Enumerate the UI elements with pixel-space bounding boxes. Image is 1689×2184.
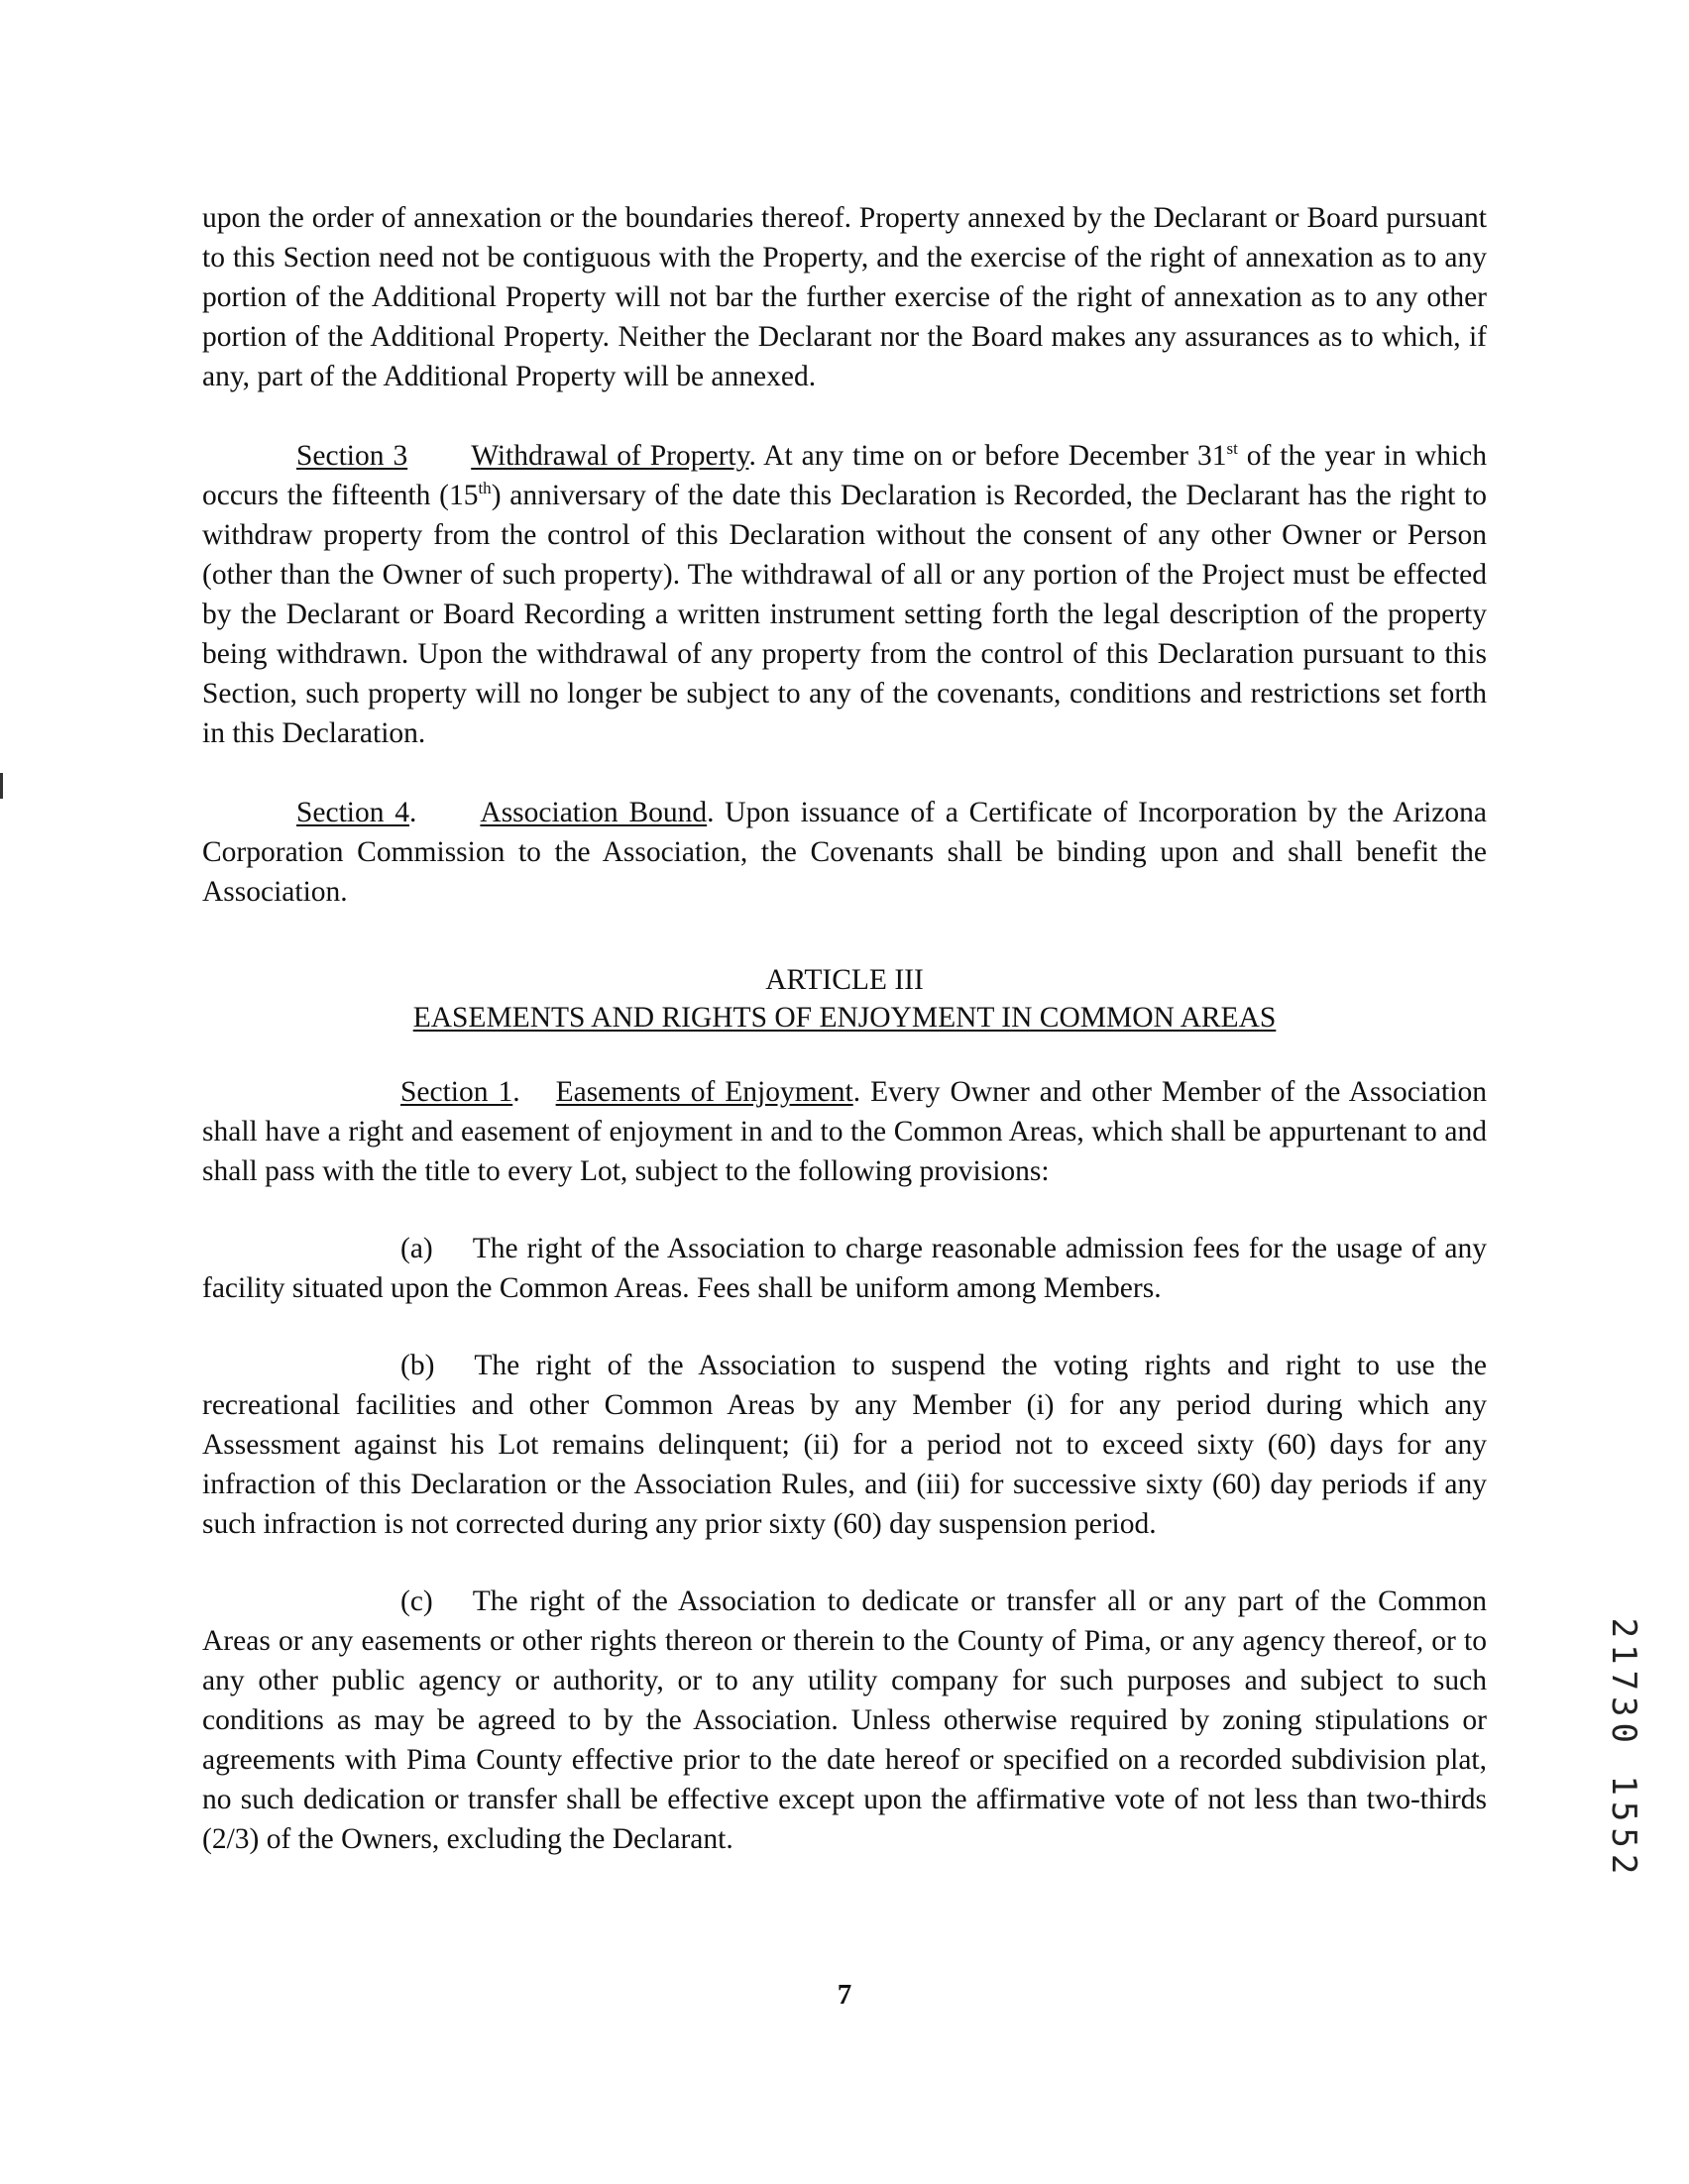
provision-c-label: (c) <box>400 1585 433 1617</box>
provision-c: (c) The right of the Association to dedicate or transfer all or any part of the Common Areas or any easements or other rights thereon or therein to the County of Pima, or any agency thereof, or to any other public agency or authority, or to any utility company for such purposes and subject to such conditions as may be agreed to by the Association. Unless otherwise required by zoning stipulations or agreements with Pima County effective prior to the date hereof or specified on a recorded subdivision plat, no such dedication or transfer shall be effective except upon the affirmative vote of not less than two-thirds (2/3) of the Owners, excluding the Declarant. <box>202 1585 1487 1855</box>
recording-stamp-text: 21730 1552 <box>1604 1617 1643 1881</box>
section-4-title: Association Bound <box>480 797 708 828</box>
section-3-label: Section 3 <box>296 440 408 472</box>
article-heading <box>202 961 1487 1037</box>
article-number: ARTICLE III <box>765 964 924 996</box>
recording-stamp <box>1604 1590 1643 1908</box>
page-number: 7 <box>837 1979 852 2011</box>
provision-b-label: (b) <box>400 1350 435 1381</box>
article-3-section-1-title: Easements of Enjoyment <box>555 1076 853 1108</box>
intro-paragraph: upon the order of annexation or the boundaries thereof. Property annexed by the Declarant or Board pursuant to this Section need not be contiguous with the Property, and the exercise of the right of annexation as to any portion of the Additional Property will not bar the further exercise of the right of annexation as to any other portion of the Additional Property. Neither the Declarant nor the Board makes any assurances as to which, if any, part of the Additional Property will be annexed. <box>202 202 1487 392</box>
section-3-paragraph: Section 3 Withdrawal of Property. At any time on or before December 31st of the year in which occurs the fifteenth (15th) anniversary of the date this Declaration is Recorded, the Declarant has the right to withdraw property from the control of this Declaration without the consent of any other Owner or Person (other than the Owner of such property). The withdrawal of all or any portion of the Project must be effected by the Declarant or Board Recording a written instrument setting forth the legal description of the property being withdrawn. Upon the withdrawal of any property from the control of this Declaration pursuant to this Section, such property will no longer be subject to any of the covenants, conditions and restrictions set forth in this Declaration. <box>202 439 1487 749</box>
provision-b: (b) The right of the Association to suspend the voting rights and right to use the recreational facilities and other Common Areas by any Member (i) for any period during which any Assessment against his Lot remains delinquent; (ii) for a period not to exceed sixty (60) days for any infraction of this Declaration or the Association Rules, and (iii) for successive sixty (60) day periods if any such infraction is not corrected during any prior sixty (60) day suspension period. <box>202 1350 1487 1540</box>
section-4-label: Section 4 <box>296 797 410 828</box>
provision-a: (a) The right of the Association to charge reasonable admission fees for the usage of any facility situated upon the Common Areas. Fees shall be uniform among Members. <box>202 1233 1487 1304</box>
document-page <box>202 198 1487 1859</box>
article-3-section-1-paragraph: Section 1. Easements of Enjoyment. Every Owner and other Member of the Association shall have a right and easement of enjoyment in and to the Common Areas, which shall be appurtenant to and shall pass with the title to every Lot, subject to the following provisions: <box>202 1076 1487 1187</box>
section-4-paragraph: Section 4. Association Bound. Upon issuance of a Certificate of Incorporation by the Arizona Corporation Commission to the Association, the Covenants shall be binding upon and shall benefit the Association. <box>202 797 1487 908</box>
scan-edge-mark <box>0 773 3 799</box>
provision-a-label: (a) <box>400 1233 433 1264</box>
article-3-section-1-label: Section 1 <box>400 1076 513 1108</box>
section-3-title: Withdrawal of Property <box>471 440 749 472</box>
article-title: EASEMENTS AND RIGHTS OF ENJOYMENT IN COMMON AREAS <box>412 1002 1277 1034</box>
